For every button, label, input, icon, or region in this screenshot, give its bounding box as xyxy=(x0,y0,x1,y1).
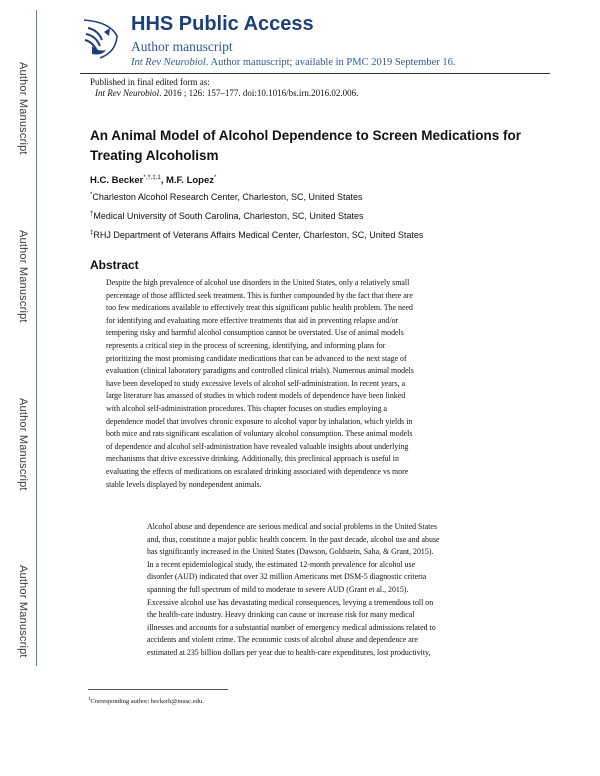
footnote xyxy=(88,697,204,705)
paper-title: An Animal Model of Alcohol Dependence to Screen Medications for Treating Alcoholism xyxy=(90,128,522,163)
footnote-divider xyxy=(88,689,228,690)
abstract-line: prioritizing the most promising candidate medications that can be advanced to the next stage of xyxy=(106,353,407,363)
body-line: accidents and violent crime. The economic costs of alcohol abuse and dependence are xyxy=(147,635,418,645)
abstract-line: stable levels displayed by nondependent animals. xyxy=(106,479,262,489)
author-name: H.C. Becker xyxy=(90,175,144,187)
author-marks: * xyxy=(214,175,217,181)
affiliation-mark: † xyxy=(90,211,94,217)
abstract-line: represents a critical step in the process of screening, identifying, and informing plans for xyxy=(106,340,386,350)
availability-text: . Author manuscript; available in PMC 2019 September 16. xyxy=(205,57,456,68)
affiliation xyxy=(90,230,423,240)
margin-rule xyxy=(36,10,37,666)
abstract-heading: Abstract xyxy=(90,258,139,272)
citation xyxy=(95,88,358,98)
body-line: In a recent epidemiological study, the estimated 12-month prevalence for alcohol use xyxy=(147,559,416,569)
author-manuscript-label: Author manuscript xyxy=(131,39,233,54)
affiliation-mark: * xyxy=(90,192,93,198)
abstract-line: too few medications available to effectively treat this significant public health problem. The need xyxy=(106,303,413,313)
footnote-mark: 1 xyxy=(88,697,91,702)
journal-name: Int Rev Neurobiol xyxy=(131,57,206,68)
body-line: and, thus, constitute a major public health concern. In the past decade, alcohol use and abuse xyxy=(147,534,440,544)
author-list: H.C. Becker$^{*,\dagger,\ddagger,1}$, M.F. Lopez* xyxy=(90,175,217,187)
affiliation xyxy=(90,192,362,202)
abstract-line: with alcohol self-administration procedures. This chapter focuses on studies employing a xyxy=(106,403,387,413)
abstract-line: large literature has amassed of studies in which rodent models of dependence have been linked xyxy=(106,391,406,401)
abstract-line: mechanisms that drive excessive drinking. Additionally, this preclinical approach is useful in xyxy=(106,454,399,464)
body-text xyxy=(147,521,512,660)
side-label-author-manuscript: Author Manuscript xyxy=(17,62,29,155)
body-line: has significantly increased in the United States (Dawson, Goldstein, Saha, & Grant, 2015). xyxy=(147,547,434,557)
affiliation-mark: ‡ xyxy=(90,230,94,236)
side-label-author-manuscript: Author Manuscript xyxy=(17,230,29,323)
header-divider xyxy=(80,73,550,74)
abstract-text xyxy=(106,277,506,491)
abstract-line: dependence model that involves chronic exposure to alcohol vapor by inhalation, which yields in xyxy=(106,416,413,426)
hhs-public-access-title: HHS Public Access xyxy=(131,13,314,35)
side-label-author-manuscript: Author Manuscript xyxy=(17,398,29,491)
abstract-line: have been developed to study excessive levels of alcohol self-administration. In recent years, a xyxy=(106,378,406,388)
footnote-text: Corresponding author: beckerh@musc.edu. xyxy=(90,698,204,706)
abstract-line: both mice and rats significant escalation of voluntary alcohol consumption. These animal models xyxy=(106,429,413,439)
abstract-line: of dependence and alcohol self-administration have revealed valuable insights about underlying xyxy=(106,441,409,451)
body-line: spanning the full spectrum of mild to moderate to severe AUD (Grant et al., 2015). xyxy=(147,584,409,594)
side-label-author-manuscript: Author Manuscript xyxy=(17,565,29,658)
citation-journal: Int Rev Neurobiol xyxy=(95,88,160,98)
body-line: illnesses and accounts for a substantial number of emergency medical admissions related to xyxy=(147,622,436,632)
body-line: Excessive alcohol use has devastating medical consequences, levying a tremendous toll on xyxy=(147,597,434,607)
hhs-eagle-logo-icon xyxy=(80,18,120,60)
citation-details: . 2016 ; 126: 157–177. doi:10.1016/bs.irn.2016.02.006. xyxy=(159,88,359,98)
published-final-form: Published in final edited form as: xyxy=(90,77,210,87)
body-line: Alcohol abuse and dependence are serious medical and social problems in the United States xyxy=(147,522,437,531)
affiliation-text: Medical University of South Carolina, Charleston, SC, United States xyxy=(93,211,364,221)
abstract-line: percentage of those afflicted seek treatment. This is further compounded by the fact that there are xyxy=(106,290,413,300)
abstract-line: for identifying and evaluating more effective treatments that aid in preventing relapse and/or xyxy=(106,315,399,325)
affiliation xyxy=(90,211,363,221)
abstract-line: evaluation (clinical laboratory paradigms and controlled clinical trials). Numerous animal models xyxy=(106,366,414,376)
body-line: disorder (AUD) indicated that over 32 million Americans met DSM-5 diagnostic criteria xyxy=(147,572,427,582)
abstract-line: evaluating the effects of medications on escalated drinking associated with dependence vs more xyxy=(106,466,409,476)
author-name: M.F. Lopez xyxy=(165,175,215,187)
abstract-line: Despite the high prevalence of alcohol use disorders in the United States, only a relatively small xyxy=(106,278,410,287)
abstract-line: tempering risky and harmful alcohol consumption cannot be overstated. Use of animal models xyxy=(106,328,404,338)
affiliation-text: Charleston Alcohol Research Center, Charleston, SC, United States xyxy=(92,192,363,202)
author-marks: *,†,‡,1 xyxy=(143,175,161,181)
affiliation-text: RHJ Department of Veterans Affairs Medical Center, Charleston, SC, United States xyxy=(93,230,424,240)
availability-line xyxy=(131,57,455,68)
body-line: estimated at 235 billion dollars per year due to health-care expenditures, lost productivity, xyxy=(147,647,431,657)
body-line: the health-care industry. Heavy drinking can cause or increase risk for many medical xyxy=(147,610,415,620)
